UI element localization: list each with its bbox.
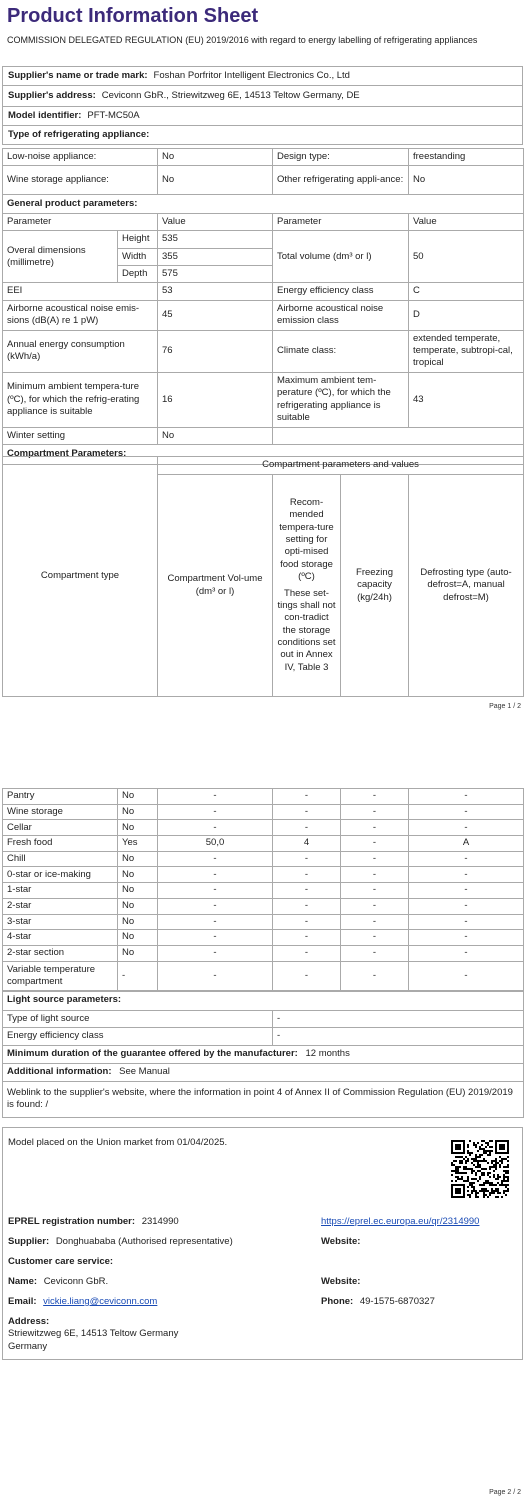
compartment-temp-cell: - xyxy=(273,820,341,836)
care-address-line1: Striewitzweg 6E, 14513 Teltow Germany xyxy=(8,1328,179,1340)
group-header: Compartment parameters and values xyxy=(158,457,524,475)
other-value: No xyxy=(409,166,524,195)
table-row xyxy=(3,149,524,166)
page-number-2: Page 2 / 2 xyxy=(489,1489,521,1496)
page-number-1: Page 1 / 2 xyxy=(489,703,521,710)
table-row xyxy=(3,283,524,300)
supplier-block xyxy=(2,66,523,145)
model-value: PFT-MC50A xyxy=(87,109,140,121)
depth-value: 575 xyxy=(158,266,273,283)
compartment-freezing-cell: - xyxy=(341,867,409,883)
compartment-defrost-cell: - xyxy=(409,820,524,836)
table-row xyxy=(3,1045,524,1063)
compartment-present-cell: No xyxy=(118,820,158,836)
light-heading: Light source parameters: xyxy=(3,991,524,1011)
width-label: Width xyxy=(118,248,158,265)
table-row xyxy=(3,1011,524,1028)
care-address-row xyxy=(8,1316,178,1353)
total-volume-label: Total volume (dm³ or l) xyxy=(273,231,409,283)
type-heading: Type of refrigerating appliance: xyxy=(8,128,150,140)
type-table-block xyxy=(2,148,523,214)
compartment-temp-cell: - xyxy=(273,883,341,899)
compartment-volume-cell: - xyxy=(158,851,273,867)
compartment-defrost-cell: - xyxy=(409,961,524,991)
guarantee-row xyxy=(3,1045,524,1063)
compartment-type-cell: Pantry xyxy=(3,789,118,805)
compartment-present-cell: - xyxy=(118,961,158,991)
compartment-freezing-cell: - xyxy=(341,883,409,899)
compartment-header-table xyxy=(2,456,524,697)
light-block xyxy=(2,990,523,1118)
compartment-defrost-cell: - xyxy=(409,851,524,867)
compartment-defrost-cell: - xyxy=(409,914,524,930)
care-name-label: Name: xyxy=(8,1276,38,1287)
compartment-freezing-cell: - xyxy=(341,945,409,961)
compartment-freezing-cell: - xyxy=(341,836,409,852)
light-eec-label: Energy efficiency class xyxy=(3,1028,273,1045)
compartment-present-cell: No xyxy=(118,945,158,961)
col-temp-note: These set-tings shall not con-tradict the storage conditions set out in Annex IV, Table 3 xyxy=(277,587,336,673)
compartment-type-cell: Variable temperature compartment xyxy=(3,961,118,991)
compartment-volume-cell: - xyxy=(158,930,273,946)
col-volume: Compartment Vol-ume (dm³ or l) xyxy=(158,475,273,697)
care-phone-label: Phone: xyxy=(321,1296,354,1307)
care-phone-value: 49-1575-6870327 xyxy=(359,1296,435,1307)
care-name-value: Ceviconn GbR. xyxy=(43,1276,109,1287)
care-email-link[interactable]: vickie.liang@ceviconn.com xyxy=(43,1296,158,1307)
table-row xyxy=(3,804,524,820)
table-row xyxy=(3,166,524,195)
supplier-name-value: Foshan Porfritor Intelligent Electronics Co., Ltd xyxy=(153,69,350,81)
low-noise-label: Low-noise appliance: xyxy=(3,149,158,166)
market-text: Model placed on the Union market from 01/04/2025. xyxy=(8,1137,228,1148)
care-website-label: Website: xyxy=(321,1276,361,1287)
compartment-type-cell: Wine storage xyxy=(3,804,118,820)
care-name-row xyxy=(8,1276,108,1288)
table-row xyxy=(3,231,524,248)
table-row xyxy=(3,1081,524,1117)
table-row xyxy=(3,961,524,991)
table-row xyxy=(3,836,524,852)
col-parameter-2: Parameter xyxy=(273,214,409,231)
compartment-freezing-cell: - xyxy=(341,961,409,991)
eprel-supplier-label: Supplier: xyxy=(8,1236,50,1247)
width-value: 355 xyxy=(158,248,273,265)
low-noise-value: No xyxy=(158,149,273,166)
min-temp-value: 16 xyxy=(158,372,273,427)
table-row xyxy=(3,330,524,372)
compartment-type-cell: Cellar xyxy=(3,820,118,836)
compartment-present-cell: No xyxy=(118,804,158,820)
compartment-temp-cell: 4 xyxy=(273,836,341,852)
additional-value: See Manual xyxy=(119,1066,170,1078)
table-row xyxy=(3,883,524,899)
light-type-label: Type of light source xyxy=(3,1011,273,1028)
compartment-freezing-cell: - xyxy=(341,930,409,946)
col-value: Value xyxy=(158,214,273,231)
qr-code-icon[interactable] xyxy=(451,1140,509,1198)
dims-label: Overal dimensions (millimetre) xyxy=(3,231,118,283)
noise-label: Airborne acoustical noise emis-sions (dB(A) re 1 pW) xyxy=(3,300,158,330)
table-row xyxy=(3,914,524,930)
compartment-volume-cell: - xyxy=(158,914,273,930)
type-heading-row xyxy=(2,126,523,145)
compartment-temp-cell: - xyxy=(273,945,341,961)
eprel-reg-row xyxy=(8,1216,179,1228)
table-row xyxy=(3,820,524,836)
noise-class-value: D xyxy=(409,300,524,330)
general-table xyxy=(2,213,524,465)
additional-row xyxy=(3,1063,524,1081)
compartment-volume-cell: - xyxy=(158,820,273,836)
climate-label: Climate class: xyxy=(273,330,409,372)
compartment-present-cell: No xyxy=(118,898,158,914)
type-table xyxy=(2,148,524,214)
compartment-type-cell: 3-star xyxy=(3,914,118,930)
table-row xyxy=(3,789,524,805)
compartment-temp-cell: - xyxy=(273,930,341,946)
compartment-defrost-cell: - xyxy=(409,883,524,899)
light-type-value: - xyxy=(273,1011,524,1028)
compartment-present-cell: No xyxy=(118,867,158,883)
care-phone-row xyxy=(321,1296,435,1308)
compartment-temp-cell: - xyxy=(273,914,341,930)
supplier-name-label: Supplier's name or trade mark: xyxy=(8,69,148,81)
eec-value: C xyxy=(409,283,524,300)
compartment-volume-cell: - xyxy=(158,883,273,899)
max-temp-value: 43 xyxy=(409,372,524,427)
compartment-present-cell: No xyxy=(118,789,158,805)
table-row xyxy=(3,1063,524,1081)
compartment-volume-cell: - xyxy=(158,789,273,805)
compartment-temp-cell: - xyxy=(273,789,341,805)
additional-label: Additional information: xyxy=(7,1066,112,1078)
compartment-freezing-cell: - xyxy=(341,898,409,914)
compartment-present-cell: Yes xyxy=(118,836,158,852)
table-row xyxy=(3,945,524,961)
compartment-type-cell: 0-star or ice-making xyxy=(3,867,118,883)
table-row xyxy=(3,930,524,946)
compartment-volume-cell: - xyxy=(158,945,273,961)
light-table xyxy=(2,990,524,1118)
compartment-heading: Compartment Parameters: xyxy=(3,445,524,465)
compartment-type-cell: 2-star section xyxy=(3,945,118,961)
care-website-row xyxy=(321,1276,360,1288)
compartment-defrost-cell: - xyxy=(409,945,524,961)
compartment-rows-table xyxy=(2,788,524,992)
care-email-row xyxy=(8,1296,157,1308)
eprel-website-row xyxy=(321,1236,360,1248)
eprel-supplier-value: Donghuababa (Authorised representative) xyxy=(55,1236,233,1247)
table-row xyxy=(3,427,524,444)
compartment-freezing-cell: - xyxy=(341,820,409,836)
table-row xyxy=(3,1028,524,1045)
depth-label: Depth xyxy=(118,266,158,283)
annual-label: Annual energy consumption (kWh/a) xyxy=(3,330,158,372)
general-heading: General product parameters: xyxy=(3,195,524,214)
table-row xyxy=(3,372,524,427)
eprel-reg-label: EPREL registration number: xyxy=(8,1216,136,1227)
care-heading: Customer care service: xyxy=(8,1256,114,1267)
compartment-volume-cell: 50,0 xyxy=(158,836,273,852)
compartment-temp-cell: - xyxy=(273,804,341,820)
col-freezing: Freezing capacity (kg/24h) xyxy=(341,475,409,697)
model-label: Model identifier: xyxy=(8,109,82,121)
compartment-present-cell: No xyxy=(118,914,158,930)
compartment-temp-cell: - xyxy=(273,867,341,883)
eprel-box xyxy=(2,1127,523,1360)
supplier-name-row xyxy=(2,66,523,86)
light-eec-value: - xyxy=(273,1028,524,1045)
compartment-type-cell: 1-star xyxy=(3,883,118,899)
design-value: freestanding xyxy=(409,149,524,166)
guarantee-label: Minimum duration of the guarantee offered by the manufacturer: xyxy=(7,1048,298,1060)
supplier-address-value: Ceviconn GbR., Striewitzweg 6E, 14513 Teltow Germany, DE xyxy=(101,89,360,101)
compartment-freezing-cell: - xyxy=(341,851,409,867)
compartment-type-cell: 4-star xyxy=(3,930,118,946)
compartment-defrost-cell: - xyxy=(409,804,524,820)
compartment-freezing-cell: - xyxy=(341,804,409,820)
max-temp-label: Maximum ambient tem-perature (ºC), for which the refrigerating appliance is suitable xyxy=(273,372,409,427)
col-value-2: Value xyxy=(409,214,524,231)
table-row xyxy=(3,898,524,914)
table-row xyxy=(3,214,524,231)
compartment-temp-cell: - xyxy=(273,898,341,914)
compartment-defrost-cell: - xyxy=(409,898,524,914)
col-temp xyxy=(273,475,341,697)
height-value: 535 xyxy=(158,231,273,248)
total-volume-value: 50 xyxy=(409,231,524,283)
compartment-defrost-cell: - xyxy=(409,789,524,805)
wine-label: Wine storage appliance: xyxy=(3,166,158,195)
compartment-temp-cell: - xyxy=(273,961,341,991)
compartment-freezing-cell: - xyxy=(341,789,409,805)
col-compartment-type: Compartment type xyxy=(3,457,158,697)
supplier-address-row xyxy=(2,86,523,107)
min-temp-label: Minimum ambient tempera-ture (ºC), for which the refrig-erating appliance is suitable xyxy=(3,372,158,427)
compartment-defrost-cell: - xyxy=(409,867,524,883)
weblink-text: Weblink to the supplier's website, where the information in point 4 of Annex II of Commission Regulation (EU) 2019/2019 is found: / xyxy=(3,1081,524,1117)
design-label: Design type: xyxy=(273,149,409,166)
climate-value: extended temperate, temperate, subtropi-cal, tropical xyxy=(409,330,524,372)
other-label: Other refrigerating appli-ance: xyxy=(273,166,409,195)
eprel-website-label: Website: xyxy=(321,1236,361,1247)
annual-value: 76 xyxy=(158,330,273,372)
wine-value: No xyxy=(158,166,273,195)
col-temp-title: Recom-mended tempera-ture setting for opti-mised food storage (ºC) xyxy=(279,497,334,583)
eprel-supplier-row xyxy=(8,1236,233,1248)
compartment-header-block xyxy=(2,456,523,697)
eei-value: 53 xyxy=(158,283,273,300)
compartment-volume-cell: - xyxy=(158,898,273,914)
winter-label: Winter setting xyxy=(3,427,158,444)
table-row xyxy=(3,851,524,867)
eec-label: Energy efficiency class xyxy=(273,283,409,300)
compartment-present-cell: No xyxy=(118,930,158,946)
winter-value: No xyxy=(158,427,273,444)
col-parameter: Parameter xyxy=(3,214,158,231)
compartment-volume-cell: - xyxy=(158,804,273,820)
page-title: Product Information Sheet xyxy=(7,5,259,27)
table-row xyxy=(3,991,524,1011)
compartment-volume-cell: - xyxy=(158,867,273,883)
care-heading-row xyxy=(8,1256,113,1268)
regulation-subtitle: COMMISSION DELEGATED REGULATION (EU) 2019/2016 with regard to energy labelling of refrigerating appliances xyxy=(7,35,478,45)
general-table-block xyxy=(2,213,523,465)
compartment-defrost-cell: A xyxy=(409,836,524,852)
empty-cell xyxy=(273,427,524,444)
col-defrost: Defrosting type (auto-defrost=A, manual defrost=M) xyxy=(409,475,524,697)
compartment-rows-block xyxy=(2,788,523,992)
care-email-label: Email: xyxy=(8,1296,37,1307)
table-row xyxy=(3,195,524,214)
care-address-line2: Germany xyxy=(8,1340,48,1352)
eprel-url-link[interactable]: https://eprel.ec.europa.eu/qr/2314990 xyxy=(321,1216,480,1227)
guarantee-value: 12 months xyxy=(305,1048,350,1060)
compartment-type-cell: 2-star xyxy=(3,898,118,914)
care-address-label: Address: xyxy=(8,1316,50,1327)
eprel-reg-value: 2314990 xyxy=(141,1216,179,1227)
compartment-temp-cell: - xyxy=(273,851,341,867)
noise-value: 45 xyxy=(158,300,273,330)
compartment-freezing-cell: - xyxy=(341,914,409,930)
compartment-present-cell: No xyxy=(118,851,158,867)
height-label: Height xyxy=(118,231,158,248)
eei-label: EEI xyxy=(3,283,158,300)
table-row xyxy=(3,867,524,883)
compartment-volume-cell: - xyxy=(158,961,273,991)
model-row xyxy=(2,107,523,126)
noise-class-label: Airborne acoustical noise emission class xyxy=(273,300,409,330)
compartment-present-cell: No xyxy=(118,883,158,899)
supplier-address-label: Supplier's address: xyxy=(8,89,96,101)
table-row xyxy=(3,300,524,330)
compartment-type-cell: Fresh food xyxy=(3,836,118,852)
table-row xyxy=(3,457,524,475)
compartment-type-cell: Chill xyxy=(3,851,118,867)
compartment-defrost-cell: - xyxy=(409,930,524,946)
